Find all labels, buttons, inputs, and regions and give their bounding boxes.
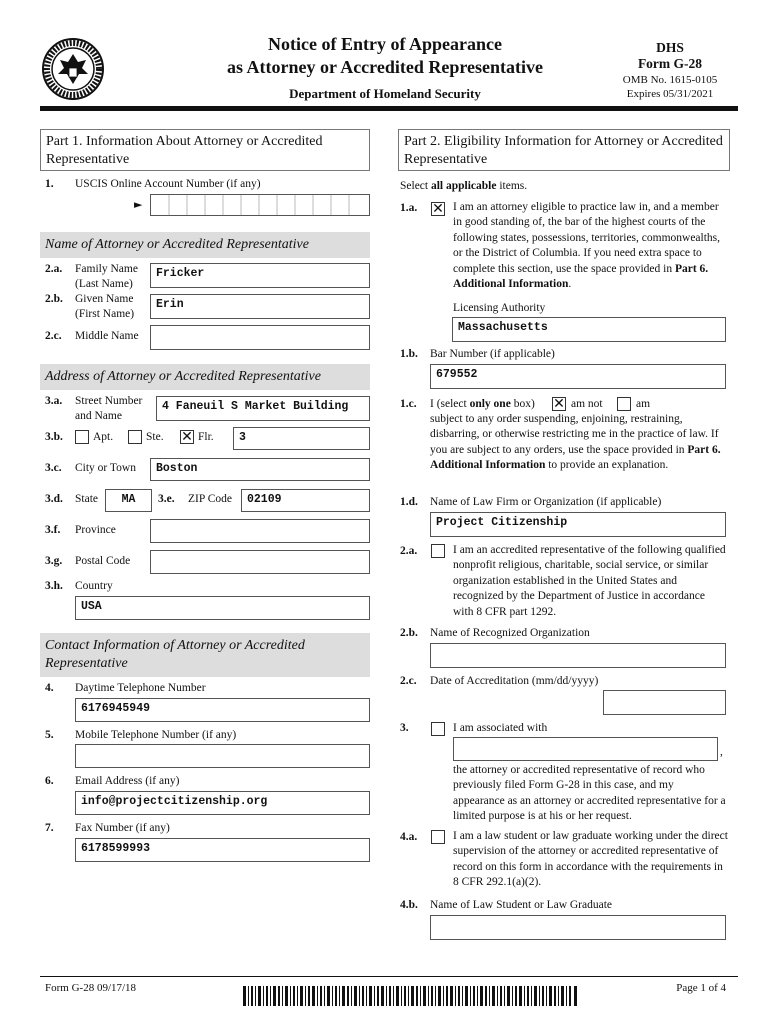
uscis-account-label: USCIS Online Account Number (if any) <box>75 178 261 190</box>
given-name-number: 2.b. <box>45 293 63 305</box>
bar-number-input[interactable]: 679552 <box>430 364 726 389</box>
item1-number: 1. <box>45 178 54 190</box>
footer-form-date: Form G-28 09/17/18 <box>45 982 137 994</box>
country-label: Country <box>75 580 113 592</box>
mobile-phone-number: 5. <box>45 729 54 741</box>
recognized-org-input[interactable] <box>430 643 726 668</box>
zip-input[interactable]: 02109 <box>241 489 370 512</box>
law-student-name-input[interactable] <box>430 915 726 940</box>
city-label: City or Town <box>75 462 136 474</box>
middle-name-label: Middle Name <box>75 330 139 342</box>
attorney-eligibility-text: I am an attorney eligible to practice law in, and a member in good standing of, the bar of the highest courts of the following states, possessions, territories, commonwealths, or the District of Columbia. If you need extra space to complete this section, use the space provided in Part 6. Additional Information. <box>453 201 721 291</box>
daytime-phone-label: Daytime Telephone Number <box>75 682 206 694</box>
country-number: 3.h. <box>45 580 63 592</box>
province-number: 3.f. <box>45 524 61 536</box>
province-label: Province <box>75 524 116 536</box>
barcode <box>243 986 578 1006</box>
accredited-rep-text: I am an accredited representative of the following qualified nonprofit religious, charitable, social service, or similar organization established in the United States and recognized by the Department of Justice in accordance with 8 CFR part 1292. <box>453 544 726 618</box>
family-name-input[interactable]: Fricker <box>150 263 370 288</box>
uscis-account-input[interactable] <box>150 194 370 216</box>
attorney-checkbox[interactable]: ✕ <box>432 201 444 217</box>
select-instruction: Select all applicable items. <box>400 180 528 192</box>
header-rule <box>40 106 738 111</box>
apt-checkbox[interactable] <box>75 430 89 444</box>
flr-checkbox[interactable]: ✕ <box>181 429 193 445</box>
omb-number: OMB No. 1615-0105 <box>622 74 718 86</box>
accreditation-date-input[interactable] <box>603 690 726 715</box>
street-input[interactable]: 4 Faneuil S Market Building <box>156 396 370 421</box>
given-name-input[interactable]: Erin <box>150 294 370 319</box>
name-section-heading: Name of Attorney or Accredited Representative <box>40 232 370 258</box>
fax-input[interactable]: 6178599993 <box>75 838 370 862</box>
form-title-line2: as Attorney or Accredited Representative <box>227 57 543 77</box>
expiration-date: Expires 05/31/2021 <box>626 88 714 100</box>
address-section-heading: Address of Attorney or Accredited Representative <box>40 364 370 390</box>
am-checkbox[interactable] <box>617 397 631 411</box>
middle-name-input[interactable] <box>150 325 370 350</box>
city-input[interactable]: Boston <box>150 458 370 481</box>
state-label: State <box>75 493 98 505</box>
province-input[interactable] <box>150 519 370 543</box>
item1c-number: 1.c. <box>400 398 417 410</box>
arrow-icon: ► <box>134 198 143 211</box>
law-student-checkbox[interactable] <box>431 830 445 844</box>
daytime-phone-number: 4. <box>45 682 54 694</box>
form-title-line1: Notice of Entry of Appearance <box>268 34 502 54</box>
form-number: Form G-28 <box>637 56 703 71</box>
item1a-number: 1.a. <box>400 202 418 214</box>
licensing-authority-label: Licensing Authority <box>453 302 546 314</box>
email-number: 6. <box>45 775 54 787</box>
associated-label: I am associated with <box>453 722 548 734</box>
law-firm-label: Name of Law Firm or Organization (if applicable) <box>430 496 662 508</box>
item4b-number: 4.b. <box>400 899 418 911</box>
am-not-checkbox[interactable]: ✕ <box>553 396 565 412</box>
postal-code-number: 3.g. <box>45 555 63 567</box>
accreditation-date-label: Date of Accreditation (mm/dd/yyyy) <box>430 675 599 687</box>
ste-label: Ste. <box>146 431 164 443</box>
given-name-label: Given Name (First Name) <box>75 293 135 320</box>
mobile-phone-label: Mobile Telephone Number (if any) <box>75 729 237 741</box>
item3-number: 3. <box>400 722 409 734</box>
law-student-text: I am a law student or law graduate working under the direct supervision of the attorney or accredited representative of record on this form in accordance with the requirements in 8 CFR 292.1(a)(2). <box>453 830 728 889</box>
mobile-phone-input[interactable] <box>75 744 370 768</box>
city-number: 3.c. <box>45 462 62 474</box>
item1b-number: 1.b. <box>400 348 418 360</box>
law-student-name-label: Name of Law Student or Law Graduate <box>430 899 613 911</box>
contact-section-heading: Contact Information of Attorney or Accredited Representative <box>40 633 370 677</box>
bar-number-label: Bar Number (if applicable) <box>430 348 555 360</box>
state-select[interactable]: MA <box>105 489 152 512</box>
agency-label: DHS <box>656 40 684 55</box>
item1d-number: 1.d. <box>400 496 418 508</box>
item2c-number: 2.c. <box>400 675 417 687</box>
associated-comma: , <box>720 746 723 758</box>
am-label: am <box>636 398 651 410</box>
middle-name-number: 2.c. <box>45 330 62 342</box>
item2b-number: 2.b. <box>400 627 418 639</box>
footer-page-number: Page 1 of 4 <box>676 982 726 994</box>
postal-code-label: Postal Code <box>75 555 131 567</box>
order-select-text: I (select only one box) <box>430 398 535 410</box>
part2-heading: Part 2. Eligibility Information for Attorney or Accredited Representative <box>398 129 730 171</box>
street-label: Street Number and Name <box>75 395 143 422</box>
family-name-label: Family Name (Last Name) <box>75 263 138 290</box>
licensing-authority-input[interactable]: Massachusetts <box>452 317 726 342</box>
item4a-number: 4.a. <box>400 831 418 843</box>
daytime-phone-input[interactable]: 6176945949 <box>75 698 370 722</box>
law-firm-input[interactable]: Project Citizenship <box>430 512 726 537</box>
fax-number: 7. <box>45 822 54 834</box>
footer-rule <box>40 976 738 977</box>
associated-checkbox[interactable] <box>431 722 445 736</box>
flr-label: Flr. <box>198 431 214 443</box>
email-input[interactable]: info@projectcitizenship.org <box>75 791 370 815</box>
zip-number: 3.e. <box>158 493 175 505</box>
fax-label: Fax Number (if any) <box>75 822 170 834</box>
apt-label: Apt. <box>93 431 114 443</box>
unit-input[interactable]: 3 <box>233 427 370 450</box>
ste-checkbox[interactable] <box>128 430 142 444</box>
am-not-label: am not <box>571 398 603 410</box>
state-number: 3.d. <box>45 493 63 505</box>
accredited-rep-checkbox[interactable] <box>431 544 445 558</box>
postal-code-input[interactable] <box>150 550 370 574</box>
item2a-number: 2.a. <box>400 545 418 557</box>
recognized-org-label: Name of Recognized Organization <box>430 627 590 639</box>
street-number: 3.a. <box>45 395 63 407</box>
family-name-number: 2.a. <box>45 263 63 275</box>
email-label: Email Address (if any) <box>75 775 180 787</box>
part1-heading: Part 1. Information About Attorney or Accredited Representative <box>40 129 370 171</box>
country-input[interactable]: USA <box>75 596 370 620</box>
zip-label: ZIP Code <box>188 493 232 505</box>
dhs-seal <box>42 38 104 100</box>
associated-with-input[interactable] <box>453 737 718 761</box>
department-name: Department of Homeland Security <box>289 86 481 101</box>
associated-text: the attorney or accredited representative of record who previously filed Form G-28 in this case, and my appearance as an attorney or accredited representative for a limited purpose is at his or her request. <box>453 764 726 823</box>
unit-number: 3.b. <box>45 431 63 443</box>
order-explanation-text: subject to any order suspending, enjoining, restraining, disbarring, or otherwise restricting me in the practice of law. If you are subject to any orders, use the space provided in Part 6. Additional Information to provide an explanation. <box>430 413 721 472</box>
